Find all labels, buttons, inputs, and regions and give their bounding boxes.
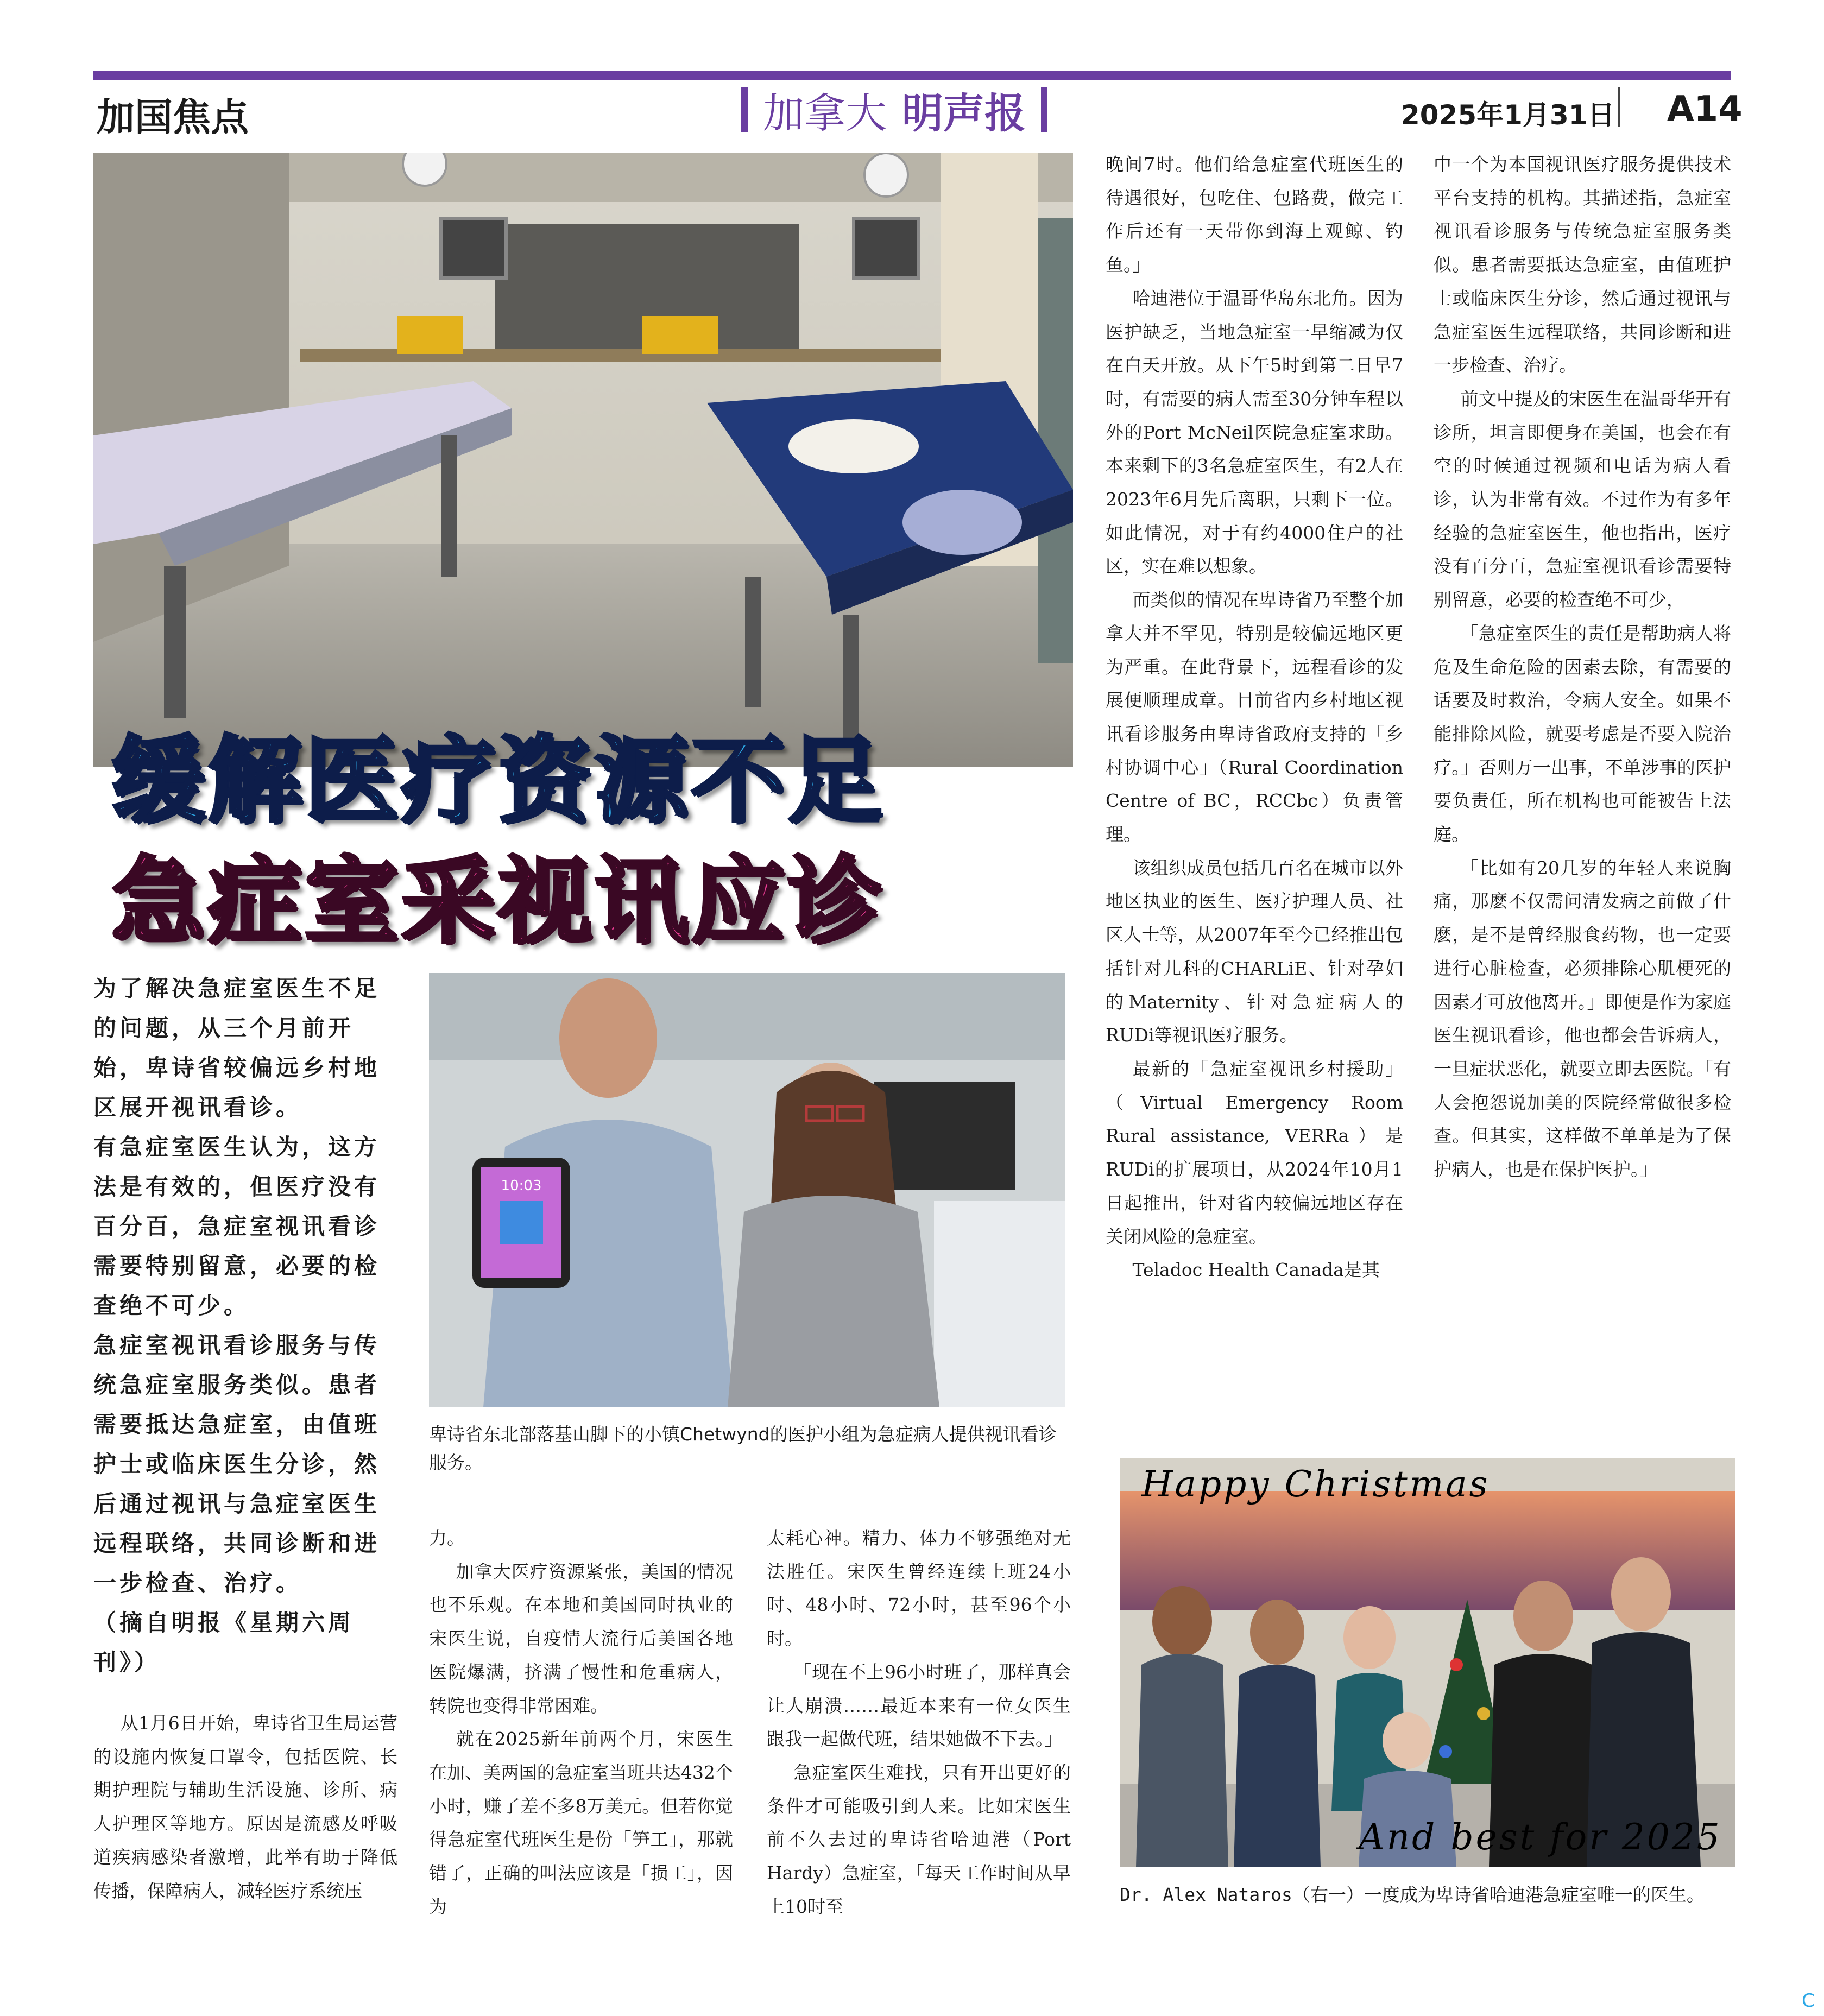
issue-date: 2025年1月31日 [1401,99,1615,131]
masthead-country: 加拿大 [763,89,887,137]
body-paragraph: 前文中提及的宋医生在温哥华开有诊所，坦言即便身在美国，也会在有空的时候通过视频和电话为病人看诊，认为非常有效。不过作为有多年经验的急症室医生，他也指出，医疗没有百分百，急症室视讯看诊需要特别留意，必要的检查绝不可少， [1434,388,1731,611]
headline-line-1: 缓解医疗资源不足 [111,726,885,835]
body-paragraph: 就在2025新年前两个月，宋医生在加、美两国的急症室当班共达432个小时，赚了差不多8万美元。但若你觉得急症室代班医生是份「笋工」，那就错了，正确的叫法应该是「损工」，因为 [429,1728,733,1917]
body-paragraph: 从1月6日开始，卑诗省卫生局运营的设施内恢复口罩令，包括医院、长期护理院与辅助生活设施、诊所、病人护理区等地方。原因是流感及呼吸道疾病感染者激增，此举有助于降低传播，保障病人，减轻医疗系统压 [93,1712,397,1901]
lede-source: （摘自明报《星期六周刊》） [93,1609,355,1676]
body-paragraph: 「急症室医生的责任是帮助病人将危及生命危险的因素去除，有需要的话要及时救治，令病人安全。如果不能排除风险，就要考虑是否要入院治疗。」否则万一出事，不单涉事的医护要负责任，所在机构也可能被告上法庭。 [1434,622,1731,845]
body-paragraph: 「比如有20几岁的年轻人来说胸痛，那麽不仅需问清发病之前做了什麽，是不是曾经服食药物，也一定要进行心脏检查，必须排除心肌梗死的因素才可放他离开。」即便是作为家庭医生视讯看诊，他也都会告诉病人，一旦症状恶化，就要立即去医院。「有人会抱怨说加美的医院经常做很多检查。但其实，这样做不单单是为了保护病人，也是在保护医护。」 [1434,857,1731,1180]
lede-paragraph: 急症室视讯看诊服务与传统急症室服务类似。患者需要抵达急症室，由值班护士或临床医生分诊，然后通过视讯与急症室医生远程联络，共同诊断和进一步检查、治疗。 [93,1332,381,1596]
body-column-4 [1106,148,1403,1287]
lede-block [93,969,391,1682]
body-paragraph-continued: 晚间7时。他们给急症室代班医生的待遇很好，包吃住、包路费，做完工作后还有一天带你到海上观鲸、钓鱼。」 [1106,154,1403,276]
body-column-1 [93,1707,397,1907]
masthead-bar-left [741,87,748,132]
photo2-caption: 卑诗省东北部落基山脚下的小镇Chetwynd的医护小组为急症病人提供视讯看诊服务。 [429,1424,1057,1473]
body-paragraph-continued: 太耗心神。精力、体力不够强绝对无法胜任。宋医生曾经连续上班24小时、48小时、72小时，甚至96个小时。 [767,1527,1071,1650]
photo3-caption: Dr. Alex Nataros（右一）一度成为卑诗省哈迪港急症室唯一的医生。 [1120,1884,1705,1905]
masthead [741,83,1047,137]
christmas-group-photo [1120,1458,1735,1867]
body-paragraph: 而类似的情况在卑诗省乃至整个加拿大并不罕见，特别是较偏远地区更为严重。在此背景下，远程看诊的发展便顺理成章。目前省内乡村地区视讯看诊服务由卑诗省政府支持的「乡村协调中心」（Rural Coordination Centre of BC，RCCbc）负责管理。 [1106,589,1403,845]
top-rule [93,71,1731,80]
er-room-illustration [93,153,1073,767]
body-paragraph: 最新的「急症室视讯乡村援助」（Virtual Emergency Room Rural assistance, VERRa）是RUDi的扩展项目，从2024年10月1日起推出，针对省内较偏远地区存在关闭风险的急症室。 [1106,1058,1403,1247]
body-paragraph-continued: 力。 [429,1527,465,1549]
body-paragraph: 「现在不上96小时班了，那样真会让人崩溃……最近本来有一位女医生跟我一起做代班，结果她做不下去。」 [767,1661,1071,1750]
chetwynd-team-photo [429,973,1065,1407]
body-column-3 [767,1521,1071,1923]
tablet-clock: 10:03 [501,1178,542,1194]
body-paragraph: 加拿大医疗资源紧张，美国的情况也不乐观。在本地和美国同时执业的宋医生说，自疫情大流行后美国各地医院爆满，挤满了慢性和危重病人，转院也变得非常困难。 [429,1560,733,1716]
body-paragraph: 急症室医生难找，只有开出更好的条件才可能吸引到人来。比如宋医生前不久去过的卑诗省哈迪港（Port Hardy）急症室，「每天工作时间从早上10时至 [767,1761,1071,1917]
photo3-greeting: Happy Christmas [1141,1463,1490,1505]
corner-mark: C [1802,1990,1815,2012]
header-divider [1618,87,1620,127]
lede-paragraph: 有急症室医生认为，这方法是有效的，但医疗没有百分百，急症室视讯看诊需要特别留意，必要的检查绝不可少。 [93,1134,381,1319]
body-column-5 [1434,148,1731,1186]
body-column-2 [429,1521,733,1923]
page-number: A14 [1667,89,1743,129]
section-title: 加国焦点 [97,94,249,140]
body-paragraph: Teladoc Health Canada是其 [1132,1259,1380,1281]
group-illustration [1120,1458,1735,1867]
masthead-paper-name: 明声报 [902,89,1026,137]
photo3-wish: And best for 2025 [1359,1816,1722,1858]
er-room-photo [93,153,1073,767]
headline-line-2: 急症室采视讯应诊 [111,846,885,956]
lede-paragraph: 为了解决急症室医生不足的问题，从三个月前开始，卑诗省较偏远乡村地区展开视讯看诊。 [93,975,381,1121]
body-paragraph: 哈迪港位于温哥华岛东北角。因为医护缺乏，当地急症室一早缩减为仅在白天开放。从下午5时到第二日早7时，有需要的病人需至30分钟车程以外的Port McNeil医院急症室求助。本来剩下的3名急症室医生，有2人在2023年6月先后离职，只剩下一位。如此情况，对于有约4000住户的社区，实在难以想象。 [1106,287,1403,577]
body-paragraph-continued: 中一个为本国视讯医疗服务提供技术平台支持的机构。其描述指，急症室视讯看诊服务与传统急症室服务类似。患者需要抵达急症室，由值班护士或临床医生分诊，然后通过视讯与急症室医生远程联络，共同诊断和进一步检查、治疗。 [1434,154,1731,376]
body-paragraph: 该组织成员包括几百名在城市以外地区执业的医生、医疗护理人员、社区人士等，从2007年至今已经推出包括针对儿科的CHARLiE、针对孕妇的Maternity、针对急症病人的RUDi等视讯医疗服务。 [1106,857,1403,1046]
masthead-bar-right [1041,87,1047,132]
team-illustration [429,973,1065,1407]
